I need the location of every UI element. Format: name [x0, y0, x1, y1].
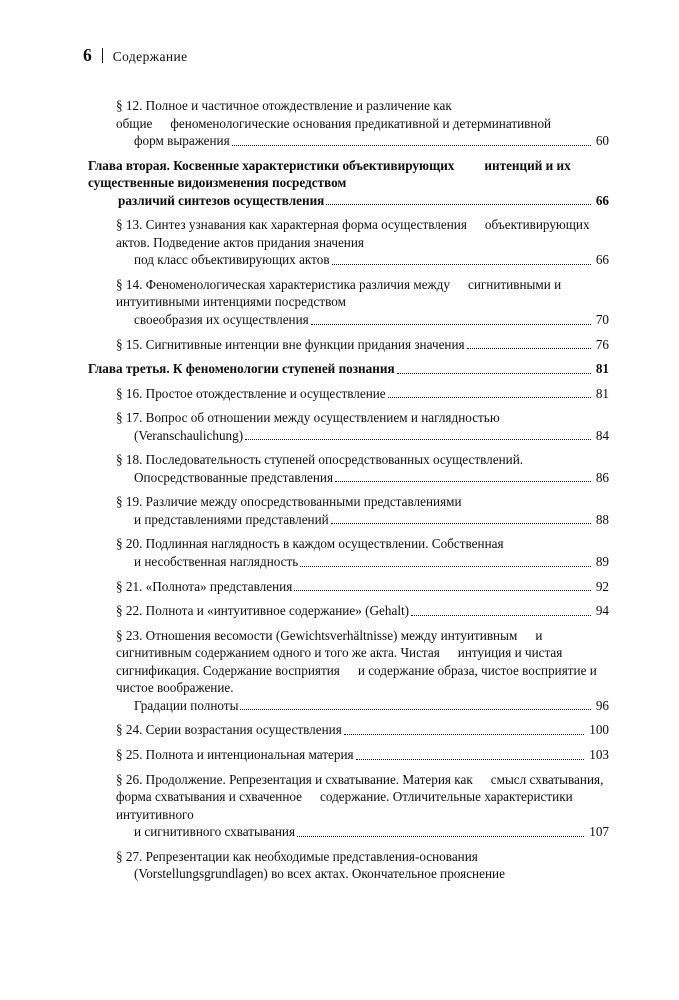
toc-entry-lines [116, 493, 609, 511]
toc-entry-line: своеобразия их осуществления [134, 312, 309, 328]
toc-entry[interactable] [88, 746, 609, 764]
toc-entry-last-line [116, 602, 609, 620]
toc-entry-page: 81 [595, 361, 609, 377]
toc-entry-lines [116, 216, 609, 251]
toc-entry-line: § 14. Феноменологическая характеристика различия между [116, 276, 450, 292]
toc-entry-page: 66 [595, 252, 609, 268]
toc-entry-lines [116, 451, 609, 469]
toc-entry-line: Глава третья. К феноменологии ступеней познания [88, 361, 395, 377]
toc-entry-line: § 18. Последовательность ступеней опосредствованных осуществлений. [116, 452, 524, 468]
toc-entry[interactable] [88, 627, 609, 715]
toc-entry[interactable] [88, 216, 609, 269]
toc-entry-page: 70 [595, 312, 609, 328]
toc-entry-line: различий синтезов осуществления [118, 192, 325, 208]
toc-entry-page: 81 [595, 385, 609, 401]
toc-entry-last-line [88, 360, 609, 378]
toc-entry-lines [116, 627, 609, 697]
toc-entry-line: § 12. Полное и частичное отождествление и различение как общие [116, 98, 452, 131]
toc-entry-last-line [116, 553, 609, 571]
toc-entry-lines [116, 409, 609, 427]
toc-entry-line: Глава вторая. Косвенные характеристики объективирующих [88, 157, 455, 173]
toc-entry-line: интенций и их существенные видоизменения посредством [88, 157, 571, 191]
table-of-contents [88, 97, 609, 883]
toc-entry-line: § 27. Репрезентации как необходимые представления-основания [116, 848, 478, 864]
toc-entry[interactable] [88, 771, 609, 841]
toc-entry-line: § 20. Подлинная наглядность в каждом осуществлении. Собственная [116, 536, 504, 552]
toc-entry-line: § 26. Продолжение. Репрезентация и схватывание. Материя как [116, 771, 473, 787]
toc-entry[interactable] [88, 157, 609, 210]
toc-entry-line: § 24. Серии возрастания осуществления [116, 722, 342, 738]
toc-entry[interactable] [88, 409, 609, 444]
running-head-divider [102, 48, 103, 63]
toc-entry-page: 84 [595, 427, 609, 443]
toc-entry-last-line [116, 132, 609, 150]
toc-entry[interactable] [88, 721, 609, 739]
toc-entry-line: § 16. Простое отождествление и осуществление [116, 385, 386, 401]
toc-entry-last-line [116, 721, 609, 739]
toc-entry[interactable] [88, 848, 609, 883]
toc-entry-line: интуиция и чистая сигнификация. Содержание восприятия [116, 645, 563, 678]
toc-entry-page: 86 [595, 469, 609, 485]
toc-entry-page: 94 [595, 603, 609, 619]
toc-entry[interactable] [88, 385, 609, 403]
toc-entry-page: 66 [595, 192, 609, 208]
toc-entry-lines [116, 276, 609, 311]
toc-entry-last-line [116, 385, 609, 403]
toc-entry-line: и сигнитивного схватывания [134, 824, 296, 840]
toc-entry-lines [116, 97, 609, 132]
toc-entry-line: форм выражения [134, 133, 230, 149]
toc-entry-line: под класс объективирующих актов [134, 252, 330, 268]
toc-entry[interactable] [88, 360, 609, 378]
toc-entry-line: § 17. Вопрос об отношении между осуществлением и наглядностью [116, 410, 500, 426]
toc-entry-line: и несобственная наглядность [134, 554, 299, 570]
toc-entry-page: 92 [595, 578, 609, 594]
toc-entry-last-line [116, 823, 609, 841]
toc-entry-last-line [88, 192, 609, 210]
toc-entry-line: § 21. «Полнота» представления [116, 578, 293, 594]
running-head [83, 46, 609, 65]
toc-entry-line: Опосредствованные представления [134, 469, 334, 485]
toc-entry[interactable] [88, 451, 609, 486]
toc-entry-page: 76 [595, 336, 609, 352]
toc-entry-last-line [116, 697, 609, 715]
toc-entry[interactable] [88, 97, 609, 150]
toc-entry-page: 107 [589, 824, 609, 840]
toc-entry[interactable] [88, 535, 609, 570]
toc-entry-line: § 15. Сигнитивные интенции вне функции придания значения [116, 336, 465, 352]
toc-entry-line: феноменологические основания предикативной и детерминативной [170, 115, 552, 131]
toc-entry-last-line [116, 746, 609, 764]
toc-entry-line: и представлениями представлений [134, 511, 329, 527]
toc-entry-line: и сигнитивным содержанием одного и того же акта. Чистая [116, 627, 543, 661]
toc-entry-page: 103 [589, 746, 609, 762]
toc-entry[interactable] [88, 602, 609, 620]
toc-entry-page: 60 [595, 133, 609, 149]
toc-entry-line: и содержание образа, чистое восприятие и чистое воображение. [116, 662, 597, 696]
toc-entry-line: смысл схватывания, форма схватывания и схваченное [116, 771, 604, 805]
toc-entry-line: § 22. Полнота и «интуитивное содержание» (Gehalt) [116, 603, 410, 619]
toc-entry-last-line [116, 578, 609, 596]
toc-entry-lines [116, 848, 609, 866]
toc-entry-last-line [116, 511, 609, 529]
toc-entry-last-line [116, 865, 609, 883]
toc-entry[interactable] [88, 336, 609, 354]
toc-entry-line: сигнитивными и интуитивными интенциями посредством [116, 276, 562, 310]
toc-entry-page: 100 [589, 722, 609, 738]
toc-entry-line: § 13. Синтез узнавания как характерная форма осуществления [116, 217, 467, 233]
toc-entry[interactable] [88, 493, 609, 528]
toc-entry[interactable] [88, 276, 609, 329]
toc-entry-page: 88 [595, 511, 609, 527]
toc-entry-line: (Vorstellungsgrundlagen) во всех актах. Окончательное прояснение [134, 866, 505, 882]
toc-entry-page: 96 [595, 697, 609, 713]
toc-entry-line: Градации полноты [134, 697, 239, 713]
toc-entry-lines [116, 771, 609, 824]
toc-entry-lines [88, 157, 609, 192]
toc-entry[interactable] [88, 578, 609, 596]
toc-entry-line: объективирующих актов. Подведение актов придания значения [116, 217, 590, 250]
toc-entry-line: содержание. Отличительные характеристики интуитивного [116, 789, 573, 822]
toc-entry-line: (Veranschaulichung) [134, 427, 244, 443]
page-number: 6 [83, 45, 92, 65]
toc-entry-last-line [116, 336, 609, 354]
toc-entry-last-line [116, 469, 609, 487]
toc-entry-line: § 19. Различие между опосредствованными представлениями [116, 494, 462, 510]
toc-entry-lines [116, 535, 609, 553]
toc-entry-line: § 25. Полнота и интенциональная материя [116, 746, 354, 762]
toc-entry-line: § 23. Отношения весомости (Gewichtsverhältnisse) между интуитивным [116, 627, 518, 643]
toc-entry-last-line [116, 251, 609, 269]
toc-entry-page: 89 [595, 554, 609, 570]
toc-entry-last-line [116, 427, 609, 445]
running-head-title: Содержание [112, 49, 188, 64]
toc-entry-last-line [116, 311, 609, 329]
